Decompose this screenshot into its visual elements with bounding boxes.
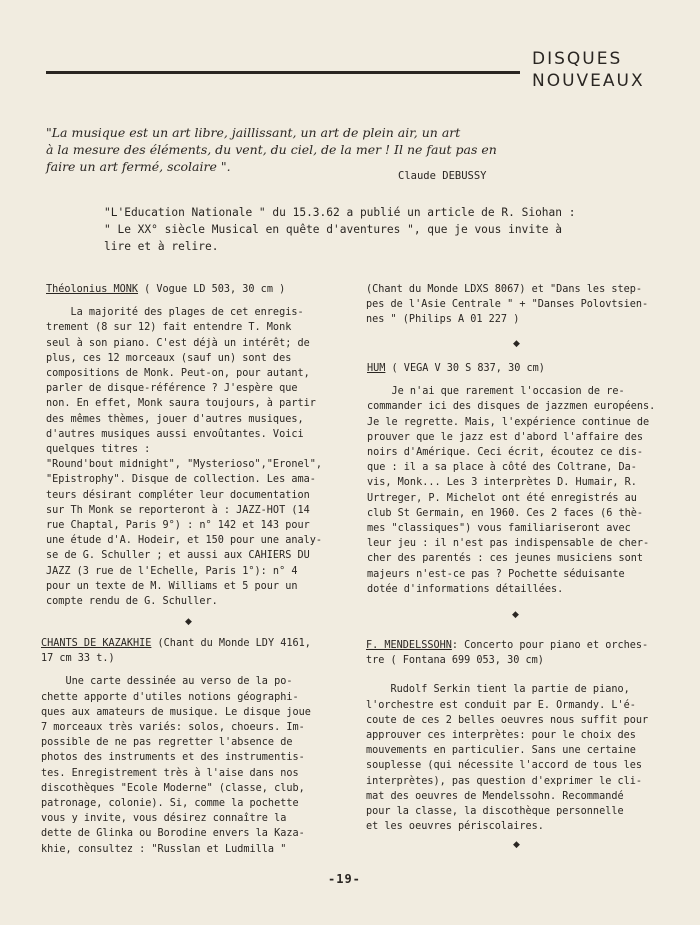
- review-heading: [367, 361, 697, 376]
- text-line: khie, consultez : "Russlan et Ludmilla ": [41, 843, 287, 855]
- section-title-line1: DISQUES: [532, 49, 623, 69]
- text-line: ques aux amateurs de musique. Le disque joue: [41, 706, 311, 718]
- review-reference-cont: 17 cm 33 t.): [41, 653, 115, 665]
- review-reference: : Concerto pour piano et orches-: [451, 640, 649, 651]
- text-line: Rudolf Serkin tient la partie de piano,: [366, 684, 630, 696]
- text-line: prouver que le jazz est d'abord l'affaire des: [367, 431, 644, 443]
- quote-author: Claude DEBUSSY: [398, 170, 487, 182]
- text-line: majeurs n'est-ce pas ? Pochette séduisante: [367, 568, 625, 580]
- text-line: que : il a sa place à côté des Coltrane, Da-: [367, 462, 637, 474]
- header-rule: [46, 71, 520, 74]
- separator-diamond: ◆: [513, 339, 520, 349]
- review-reference: ( Vogue LD 503, 30 cm ): [138, 284, 286, 295]
- text-line: des mêmes thèmes, jouer d'autres musiques,: [46, 413, 304, 425]
- continuation-body: [366, 282, 696, 328]
- text-line: pour la classe, la discothèque personnelle: [366, 806, 624, 818]
- separator-diamond: ◆: [185, 617, 192, 627]
- text-line: compositions de Monk. Peut-on, pour autant,: [46, 368, 310, 380]
- review-body: [41, 674, 353, 856]
- text-line: d'autres musiques aussi envoûtantes. Voici: [46, 428, 304, 440]
- text-line: tes. Enregistrement très à l'aise dans nos: [41, 767, 299, 779]
- text-line: quelques titres :: [46, 444, 151, 456]
- review-mendelssohn: [366, 638, 696, 834]
- section-title: [532, 48, 672, 92]
- text-line: cher des parentés : ces jeunes musiciens sont: [367, 553, 644, 565]
- separator-diamond: ◆: [513, 840, 520, 850]
- text-line: parler de disque-référence ? J'espère que: [46, 383, 298, 395]
- review-heading: [41, 636, 353, 651]
- section-title-line2: NOUVEAUX: [532, 71, 645, 91]
- text-line: Je n'ai que rarement l'occasion de re-: [367, 386, 625, 398]
- text-line: (Chant du Monde LDXS 8067) et "Dans les step-: [366, 284, 643, 295]
- quote-line: à la mesure des éléments, du vent, du ciel, de la mer ! Il ne faut pas en: [46, 142, 497, 157]
- notice-line: " Le XX° siècle Musical en quête d'aventures ", que je vous invite à: [104, 223, 563, 236]
- text-line: mat des oeuvres de Mendelssohn. Recommandé: [366, 790, 624, 802]
- text-line: trement (8 sur 12) fait entendre T. Monk: [46, 322, 298, 334]
- review-monk: [46, 282, 358, 609]
- text-line: mouvements en particulier. Sans une certaine: [366, 745, 636, 757]
- review-reference: ( VEGA V 30 S 837, 30 cm): [385, 363, 545, 374]
- text-line: coute de ces 2 belles oeuvres nous suffit pour: [366, 714, 649, 726]
- review-body: [367, 384, 697, 597]
- review-heading: [366, 638, 696, 653]
- text-line: non. En effet, Monk saura toujours, à partir: [46, 398, 316, 410]
- text-line: interprètes), pas question d'exprimer le cli-: [366, 775, 643, 787]
- review-title: F. MENDELSSOHN: [366, 640, 452, 651]
- separator-diamond: ◆: [512, 610, 519, 620]
- review-title: HUM: [367, 363, 386, 374]
- text-line: discothèques "Ecole Moderne" (classe, club,: [41, 782, 305, 794]
- review-title: Théolonius MONK: [46, 284, 139, 295]
- text-line: possible de ne pas regretter l'absence de: [41, 737, 293, 749]
- page-number: -19-: [328, 872, 361, 886]
- text-line: club St Germain, en 1960. Ces 2 faces (6 thè-: [367, 507, 644, 519]
- text-line: mes "classiques") vous familiariseront avec: [367, 523, 631, 535]
- notice-line: lire et à relire.: [104, 240, 219, 253]
- epigraph-quote: [46, 124, 546, 175]
- text-line: dette de Glinka ou Borodine envers la Kaza-: [41, 828, 305, 840]
- text-line: plus, ces 12 morceaux (sauf un) sont des: [46, 352, 292, 364]
- text-line: "Round'bout midnight", "Mysterioso","Eronel",: [46, 459, 323, 471]
- text-line: nes " (Philips A 01 227 ): [366, 314, 520, 326]
- quote-line: "La musique est un art libre, jaillissant, un art de plein air, un art: [46, 125, 461, 140]
- text-line: chette apporte d'utiles notions géographi-: [41, 691, 299, 703]
- text-line: "Epistrophy". Disque de collection. Les ama-: [46, 474, 316, 486]
- review-body: [366, 682, 696, 834]
- notice-paragraph: [104, 204, 604, 255]
- text-line: 7 morceaux très variés: solos, choeurs. Im-: [41, 722, 305, 734]
- text-line: noirs d'Amérique. Ceci écrit, écoutez ce dis-: [367, 447, 644, 459]
- text-line: photos des instruments et des instrumentis-: [41, 752, 305, 764]
- text-line: et les oeuvres périscolaires.: [366, 821, 544, 833]
- text-line: se de G. Schuller ; et aussi aux CAHIERS DU: [46, 550, 310, 562]
- text-line: souplesse (qui nécessite l'accord de tous les: [366, 760, 643, 772]
- text-line: l'orchestre est conduit par E. Ormandy. L'é-: [366, 699, 636, 711]
- text-line: approuver ces interprètes: pour le choix des: [366, 730, 636, 742]
- review-title: CHANTS DE KAZAKHIE: [41, 638, 152, 649]
- text-line: La majorité des plages de cet enregis-: [46, 307, 304, 319]
- review-reference: (Chant du Monde LDY 4161,: [151, 638, 311, 649]
- text-line: compte rendu de G. Schuller.: [46, 596, 218, 608]
- text-line: pes de l'Asie Centrale " + "Danses Polovtsien-: [366, 299, 649, 311]
- text-line: patronage, colonie). Si, comme la pochette: [41, 798, 299, 810]
- text-line: Urtreger, P. Michelot ont été enregistrés au: [367, 492, 637, 504]
- text-line: vis, Monk... Les 3 interprètes D. Humair, R.: [367, 477, 637, 489]
- text-line: seul à son piano. C'est déjà un intérêt; de: [46, 337, 310, 349]
- text-line: sur Th Monk se reporteront à : JAZZ-HOT (14: [46, 504, 310, 516]
- text-line: vous y invite, vous désirez connaître la: [41, 813, 287, 825]
- kazakhie-continuation: [366, 282, 696, 328]
- text-line: teurs désirant compléter leur documentation: [46, 489, 310, 501]
- review-heading: [46, 282, 358, 297]
- review-reference-cont: tre ( Fontana 699 053, 30 cm): [366, 655, 544, 667]
- text-line: une étude d'A. Hodeir, et 150 pour une analy-: [46, 535, 323, 547]
- text-line: Une carte dessinée au verso de la po-: [41, 676, 293, 688]
- text-line: rue Chaptal, Paris 9°) : n° 142 et 143 pour: [46, 520, 310, 532]
- text-line: Je le regrette. Mais, l'expérience continue de: [367, 416, 650, 428]
- text-line: pour un texte de M. Williams et 5 pour un: [46, 580, 298, 592]
- text-line: commander ici des disques de jazzmen européens.: [367, 401, 656, 413]
- review-hum: [367, 361, 697, 597]
- review-kazakhie: [41, 636, 353, 857]
- review-body: [46, 305, 358, 609]
- text-line: dotée d'informations détaillées.: [367, 583, 564, 595]
- text-line: leur jeu : il n'est pas indispensable de cher-: [367, 538, 650, 550]
- quote-line: faire un art fermé, scolaire ".: [46, 159, 231, 174]
- notice-line: "L'Education Nationale " du 15.3.62 a publié un article de R. Siohan :: [104, 206, 576, 219]
- text-line: JAZZ (3 rue de l'Echelle, Paris 1°): n° 4: [46, 565, 298, 577]
